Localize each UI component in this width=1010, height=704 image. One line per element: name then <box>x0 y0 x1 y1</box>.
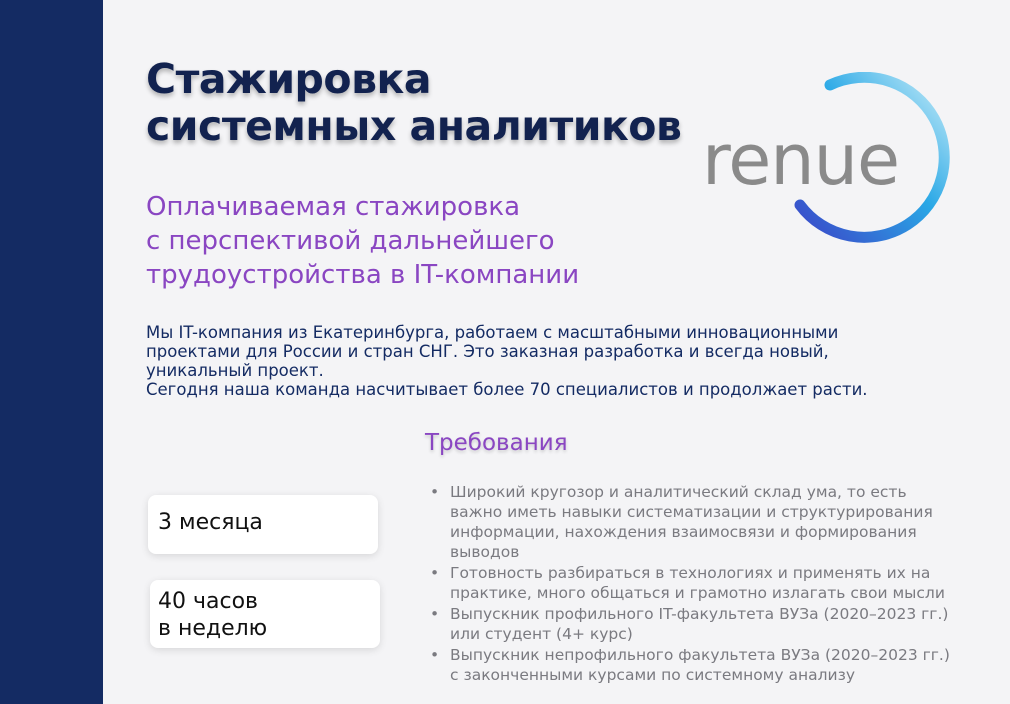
hours-line-2: в неделю <box>158 616 268 641</box>
left-sidebar-bar <box>0 0 103 704</box>
requirement-line: или студент (4+ курс) <box>450 625 633 643</box>
requirement-line: Широкий кругозор и аналитический склад ума, то есть <box>450 483 907 501</box>
intro-line: уникальный проект. <box>146 361 324 380</box>
bullet-icon: • <box>430 483 440 501</box>
subtitle-line-1: Оплачиваемая стажировка <box>146 192 521 222</box>
title-line-2: системных аналитиков <box>146 102 682 150</box>
bullet-icon: • <box>430 564 440 582</box>
duration-card <box>148 495 378 554</box>
intro-line: проектами для России и стран СНГ. Это заказная разработка и всегда новый, <box>146 342 829 361</box>
bullet-icon: • <box>430 605 440 623</box>
requirements-list <box>430 482 1005 686</box>
requirement-item <box>430 645 1005 685</box>
requirement-item <box>430 482 1005 562</box>
bullet-icon: • <box>430 646 440 664</box>
logo-wordmark: renue <box>702 119 900 201</box>
subtitle-line-2: с перспективой дальнейшего <box>146 226 555 256</box>
page-title <box>146 56 681 150</box>
requirements-heading: Требования <box>425 430 568 456</box>
intro-line: Мы IT-компания из Екатеринбурга, работаем с масштабными инновационными <box>146 323 839 342</box>
hours-card <box>150 580 380 648</box>
subtitle-line-3: трудоустройства в IT-компании <box>146 260 580 290</box>
duration-text: 3 месяца <box>158 510 263 535</box>
requirement-line: важно иметь навыки систематизации и структурирования <box>450 503 933 521</box>
requirement-line: практике, много общаться и грамотно излагать свои мысли <box>450 584 945 602</box>
hours-line-1: 40 часов <box>158 589 258 614</box>
intro-line: Сегодня наша команда насчитывает более 70 специалистов и продолжает расти. <box>146 380 868 399</box>
requirement-line: выводов <box>450 543 520 561</box>
renue-logo-graphic <box>690 72 970 262</box>
subtitle <box>146 190 579 292</box>
requirement-line: Готовность разбираться в технологиях и применять их на <box>450 564 931 582</box>
company-intro <box>146 323 946 399</box>
hours-text <box>158 588 267 642</box>
requirement-item <box>430 563 1005 603</box>
renue-logo <box>690 72 970 262</box>
requirement-line: с законченными курсами по системному анализу <box>450 666 856 684</box>
title-line-1: Стажировка <box>146 55 432 103</box>
requirement-line: Выпускник профильного IT-факультета ВУЗа (2020–2023 гг.) <box>450 605 949 623</box>
requirement-line: информации, нахождения взаимосвязи и формирования <box>450 523 917 541</box>
requirement-item <box>430 604 1005 644</box>
requirement-line: Выпускник непрофильного факультета ВУЗа (2020–2023 гг.) <box>450 646 950 664</box>
